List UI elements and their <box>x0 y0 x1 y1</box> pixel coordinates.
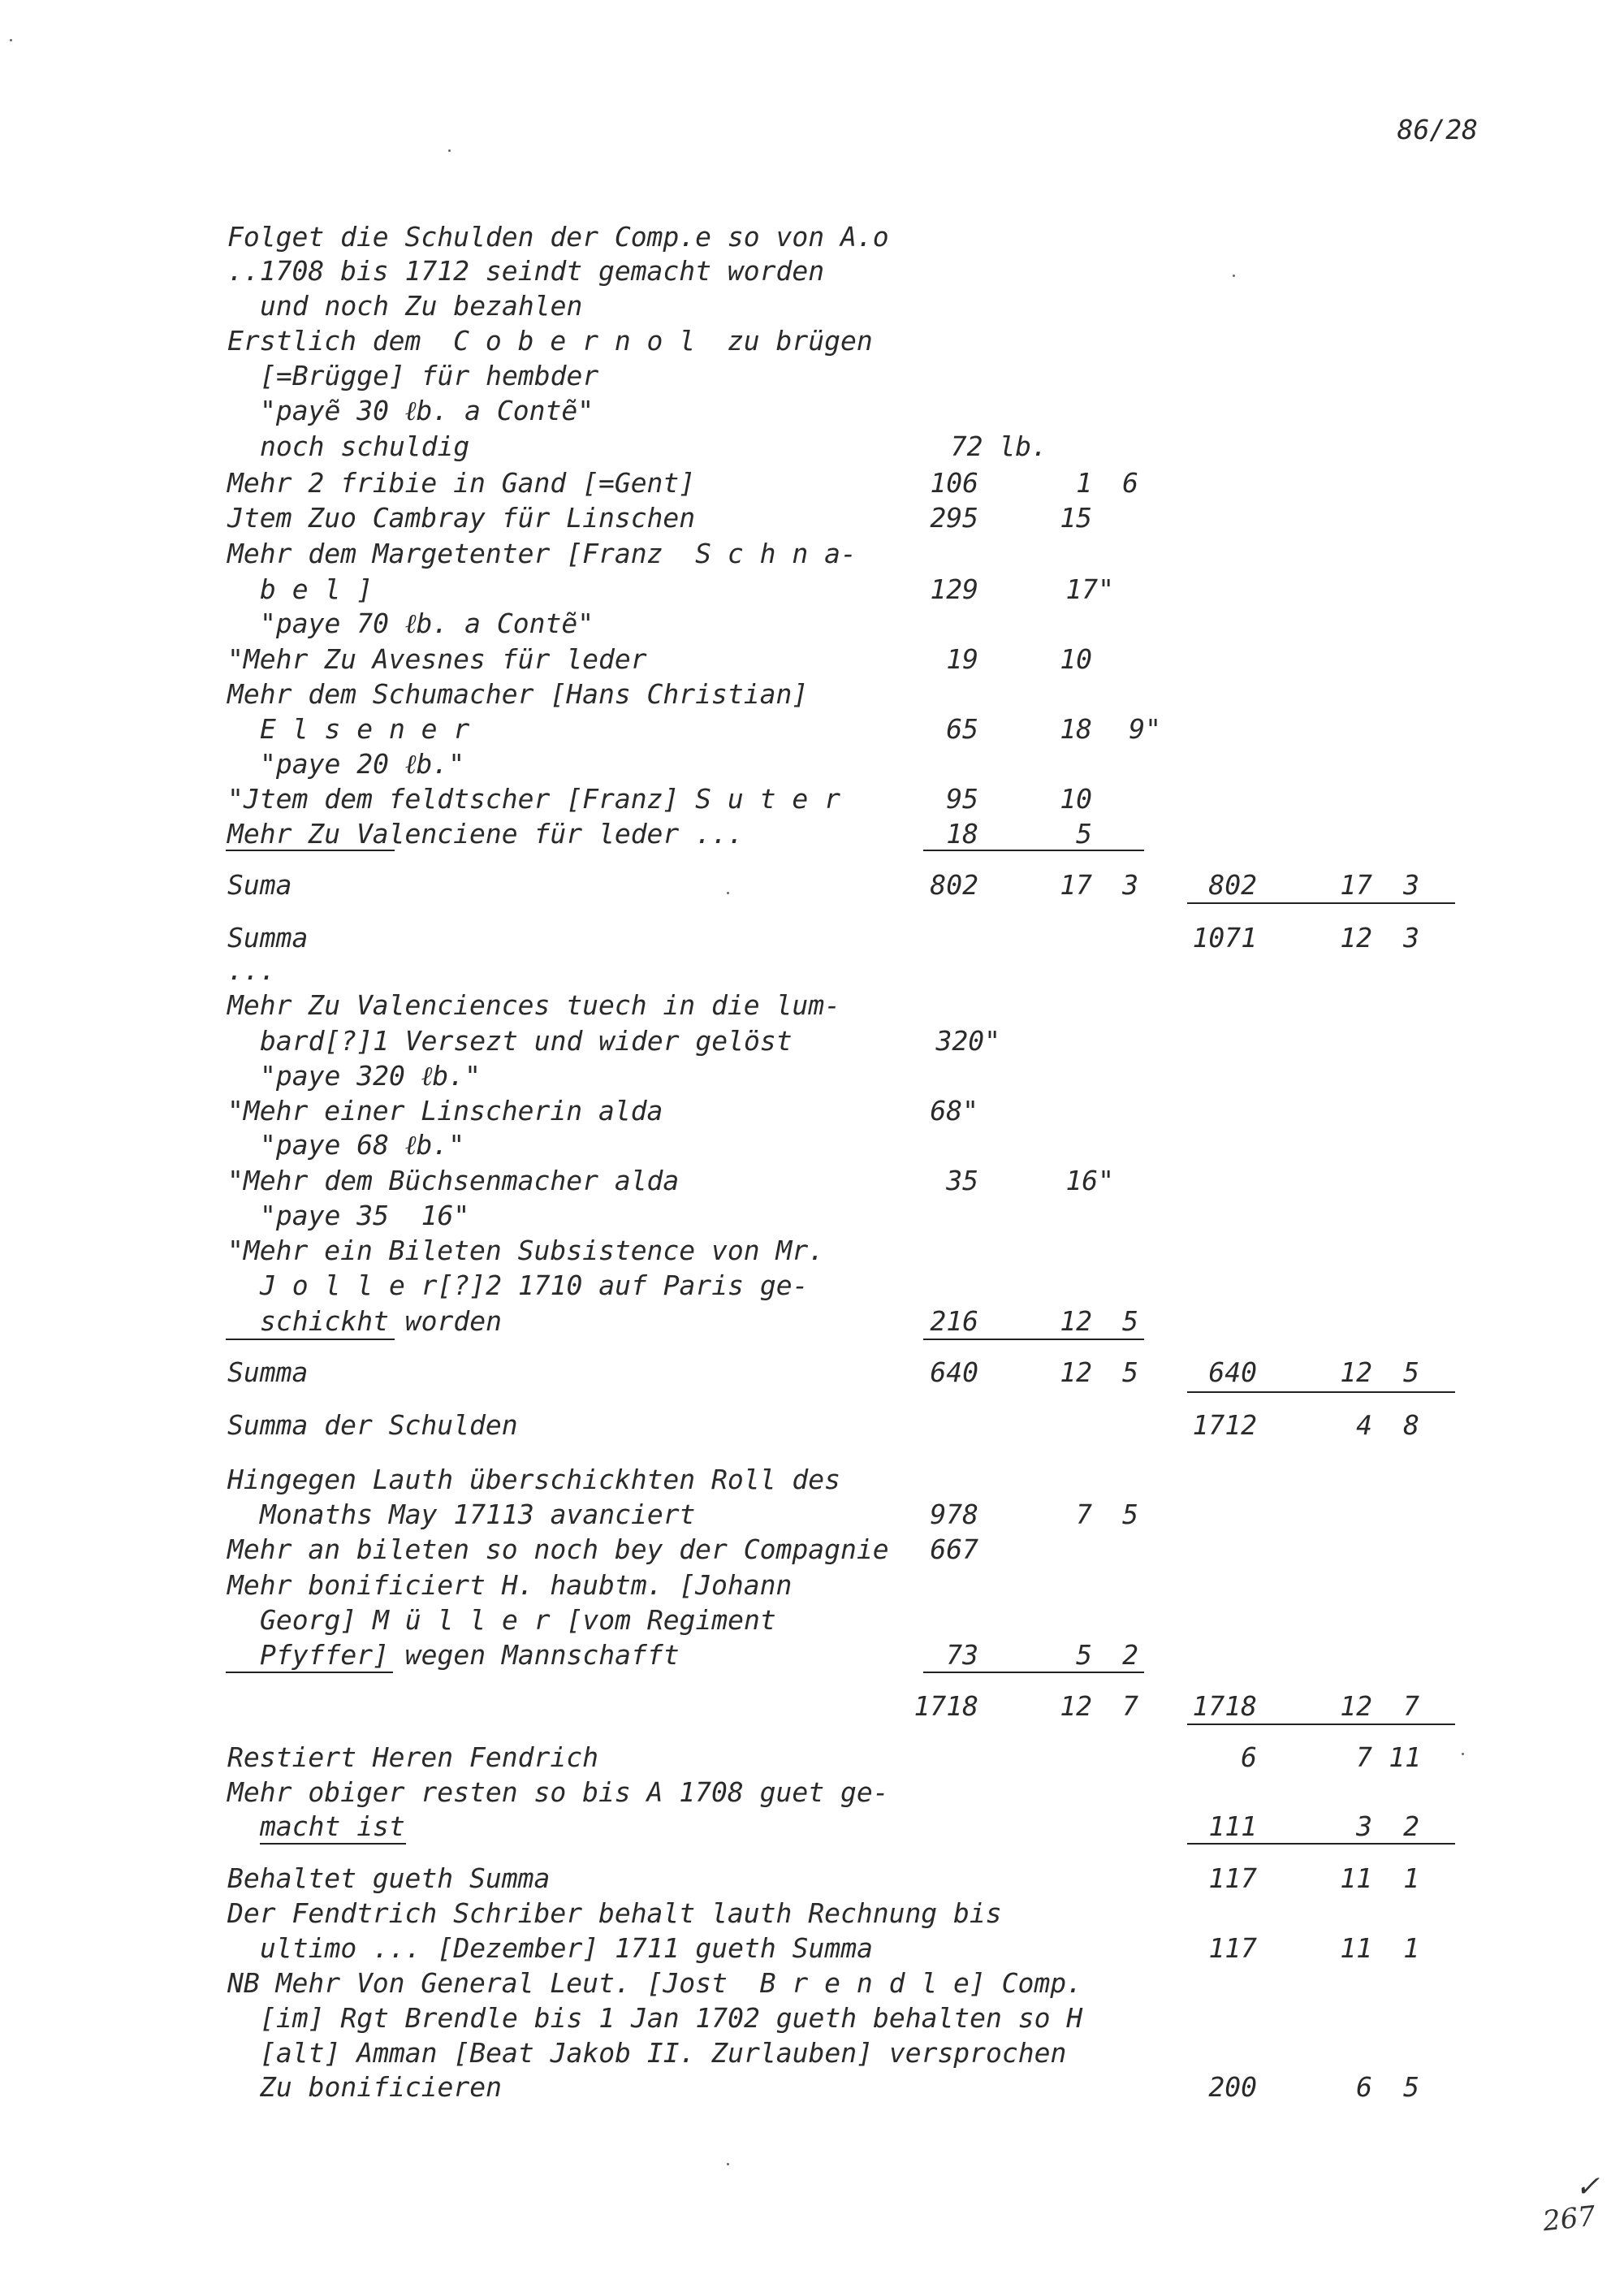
ledger-text-line: "Mehr einer Linscherin alda <box>227 1095 663 1127</box>
ledger-text-line: Jtem Zuo Cambray für Linschen <box>227 502 696 534</box>
ledger-amount: 2 <box>1122 1639 1138 1671</box>
ledger-amount: 10 <box>1060 783 1092 815</box>
ledger-amount: 5 <box>1122 1499 1138 1530</box>
ledger-amount: 5 <box>1122 1305 1138 1337</box>
ledger-text-line: b e l ] <box>260 573 374 605</box>
speck <box>10 39 12 41</box>
ledger-amount: 1 <box>1403 1932 1419 1964</box>
speck <box>1462 1753 1464 1755</box>
ledger-amount: 802 <box>1208 869 1257 901</box>
ledger-text-line: "paye 35 16" <box>260 1200 470 1231</box>
ledger-amount: 12 <box>1060 1305 1092 1337</box>
ledger-text-line: Mehr Zu Valenciences tuech in die lum- <box>227 989 840 1021</box>
ledger-amount: 12 <box>1340 922 1372 954</box>
sum-rule <box>923 850 1144 851</box>
ledger-amount: 106 <box>930 467 978 499</box>
ledger-amount: 12 <box>1340 1356 1372 1388</box>
ledger-amount: 12 <box>1060 1356 1092 1388</box>
page-number: 86/28 <box>1397 114 1478 145</box>
ledger-amount: 35 <box>946 1165 978 1196</box>
ledger-amount: 17 <box>1060 869 1092 901</box>
ledger-amount: 8 <box>1403 1409 1419 1441</box>
ledger-amount: 7 <box>1122 1690 1138 1722</box>
ledger-text-line: [alt] Amman [Beat Jakob II. Zurlauben] versprochen <box>260 2037 1067 2069</box>
ledger-text-line: Mehr Zu Valenciene für leder ... <box>227 818 744 850</box>
handwritten-check-mark: ✓ <box>1575 2170 1600 2204</box>
ledger-amount: 3 <box>1356 1810 1372 1842</box>
ledger-amount: 10 <box>1060 643 1092 675</box>
ledger-amount: 5 <box>1076 1639 1092 1671</box>
ledger-amount: 1718 <box>914 1690 978 1722</box>
ledger-amount: 5 <box>1403 2071 1419 2103</box>
ledger-text-line: bard[?]1 Versezt und wider gelöst <box>260 1025 793 1057</box>
ledger-text-line: Zu bonificieren <box>260 2071 503 2103</box>
ledger-text-line: Suma <box>227 869 292 901</box>
ledger-amount: 18 <box>946 818 978 850</box>
sum-rule <box>1187 1724 1455 1725</box>
ledger-amount: 640 <box>1208 1356 1257 1388</box>
ledger-amount: 320" <box>935 1025 1000 1057</box>
ledger-text-line: schickht worden <box>260 1305 503 1337</box>
speck <box>727 2163 729 2165</box>
ledger-text-line: Summa <box>227 1356 309 1388</box>
ledger-amount: 640 <box>930 1356 978 1388</box>
ledger-amount: 15 <box>1060 502 1092 534</box>
ledger-amount: 3 <box>1122 869 1138 901</box>
ledger-amount: 11 <box>1340 1862 1372 1894</box>
ledger-amount: 1718 <box>1192 1690 1257 1722</box>
ledger-amount: 3 <box>1403 869 1419 901</box>
ledger-amount: 5 <box>1122 1356 1138 1388</box>
ledger-amount: 117 <box>1208 1932 1257 1964</box>
ledger-amount: 68" <box>930 1095 978 1127</box>
sum-rule <box>1187 1391 1455 1393</box>
ledger-text-line: NB Mehr Von General Leut. [Jost B r e n d l e] Comp. <box>227 1967 1082 1999</box>
sum-rule <box>226 1672 393 1673</box>
ledger-text-line: "payẽ 30 ℓb. a Contẽ" <box>260 395 594 426</box>
ledger-amount: 72 lb. <box>950 430 1047 462</box>
handwritten-folio-number: 267 <box>1541 2199 1597 2238</box>
sum-rule <box>923 1672 1144 1673</box>
ledger-amount: 11 <box>1389 1741 1421 1773</box>
ledger-text-line: ultimo ... [Dezember] 1711 gueth Summa <box>260 1932 873 1964</box>
ledger-text-line: "Mehr dem Büchsenmacher alda <box>227 1165 680 1196</box>
ledger-amount: 65 <box>946 713 978 745</box>
ledger-amount: 978 <box>930 1499 978 1530</box>
ledger-text-line: Mehr dem Schumacher [Hans Christian] <box>227 678 809 710</box>
ledger-text-line: Mehr an bileten so noch bey der Compagnie <box>227 1533 889 1565</box>
ledger-text-line: Mehr dem Margetenter [Franz S c h n a- <box>227 538 857 569</box>
speck <box>448 149 451 152</box>
ledger-amount: 73 <box>946 1639 978 1671</box>
ledger-amount: 295 <box>930 502 978 534</box>
ledger-amount: 1071 <box>1192 922 1257 954</box>
ledger-amount: 1712 <box>1192 1409 1257 1441</box>
ledger-amount: 5 <box>1403 1356 1419 1388</box>
ledger-text-line: "Mehr ein Bileten Subsistence von Mr. <box>227 1235 825 1266</box>
ledger-amount: 17 <box>1340 869 1372 901</box>
ledger-amount: 95 <box>946 783 978 815</box>
ledger-amount: 1 <box>1403 1862 1419 1894</box>
ledger-text-line: J o l l e r[?]2 1710 auf Paris ge- <box>260 1269 809 1301</box>
ledger-text-line: Hingegen Lauth überschickhten Roll des <box>227 1464 840 1495</box>
ledger-text-line: Erstlich dem C o b e r n o l zu brügen <box>227 325 873 357</box>
ledger-amount: 18 <box>1060 713 1092 745</box>
ledger-text-line: Folget die Schulden der Comp.e so von A.o <box>227 221 889 253</box>
ledger-amount: 200 <box>1208 2071 1257 2103</box>
ledger-text-line: ..1708 bis 1712 seindt gemacht worden <box>227 255 825 287</box>
ledger-text-line: Mehr bonificiert H. haubtm. [Johann <box>227 1569 793 1601</box>
ledger-amount: 12 <box>1340 1690 1372 1722</box>
ledger-amount: 7 <box>1403 1690 1419 1722</box>
ledger-text-line: "paye 20 ℓb." <box>260 748 465 780</box>
ledger-text-line: "paye 70 ℓb. a Contẽ" <box>260 608 594 639</box>
ledger-amount: 7 <box>1356 1741 1372 1773</box>
ledger-amount: 3 <box>1403 922 1419 954</box>
sum-rule <box>260 1843 406 1845</box>
ledger-text-line: Mehr 2 fribie in Gand [=Gent] <box>227 467 696 499</box>
ledger-text-line: Summa <box>227 922 309 954</box>
ledger-amount: 9" <box>1129 713 1161 745</box>
ledger-amount: 6 <box>1241 1741 1257 1773</box>
speck <box>1233 275 1235 277</box>
ledger-amount: 6 <box>1122 467 1138 499</box>
ledger-text-line: Georg] M ü l l e r [vom Regiment <box>260 1604 776 1636</box>
ledger-amount: 1 <box>1076 467 1092 499</box>
ledger-text-line: Mehr obiger resten so bis A 1708 guet ge- <box>227 1776 889 1808</box>
ledger-amount: 4 <box>1356 1409 1372 1441</box>
ledger-amount: 17" <box>1065 573 1114 605</box>
sum-rule <box>923 1339 1144 1340</box>
sum-rule <box>226 1339 395 1340</box>
ledger-text-line: Restiert Heren Fendrich <box>227 1741 598 1773</box>
ledger-text-line: "paye 320 ℓb." <box>260 1060 482 1092</box>
sum-rule <box>1187 1843 1455 1845</box>
ledger-amount: 111 <box>1208 1810 1257 1842</box>
ledger-amount: 19 <box>946 643 978 675</box>
ledger-text-line: Der Fendtrich Schriber behalt lauth Rechnung bis <box>227 1897 1002 1929</box>
ledger-amount: 129 <box>930 573 978 605</box>
ledger-amount: 802 <box>930 869 978 901</box>
ledger-text-line: noch schuldig <box>260 430 470 462</box>
ledger-text-line: "paye 68 ℓb." <box>260 1129 465 1161</box>
ledger-amount: 12 <box>1060 1690 1092 1722</box>
ledger-text-line: "Mehr Zu Avesnes für leder <box>227 643 647 675</box>
ledger-amount: 16" <box>1065 1165 1114 1196</box>
ledger-text-line: macht ist <box>260 1810 405 1842</box>
ledger-amount: 7 <box>1076 1499 1092 1530</box>
ledger-text-line: "Jtem dem feldtscher [Franz] S u t e r <box>227 783 840 815</box>
ledger-amount: 117 <box>1208 1862 1257 1894</box>
sum-rule <box>1187 902 1455 904</box>
ledger-amount: 5 <box>1076 818 1092 850</box>
ledger-amount: 11 <box>1340 1932 1372 1964</box>
ledger-amount: 6 <box>1356 2071 1372 2103</box>
ledger-text-line: Monaths May 17113 avanciert <box>260 1499 696 1530</box>
ledger-amount: 216 <box>930 1305 978 1337</box>
ledger-text-line: ... <box>227 954 276 986</box>
ledger-amount: 667 <box>930 1533 978 1565</box>
ledger-text-line: [=Brügge] für hembder <box>260 360 599 391</box>
ledger-text-line: Summa der Schulden <box>227 1409 518 1441</box>
ledger-text-line: E l s e n e r <box>260 713 470 745</box>
ledger-text-line: und noch Zu bezahlen <box>260 290 583 322</box>
ledger-text-line: [im] Rgt Brendle bis 1 Jan 1702 gueth behalten so H <box>260 2002 1083 2034</box>
ledger-text-line: Pfyffer] wegen Mannschafft <box>260 1639 680 1671</box>
speck <box>727 892 729 894</box>
sum-rule <box>226 850 395 851</box>
ledger-text-line: Behaltet gueth Summa <box>227 1862 551 1894</box>
ledger-amount: 2 <box>1403 1810 1419 1842</box>
